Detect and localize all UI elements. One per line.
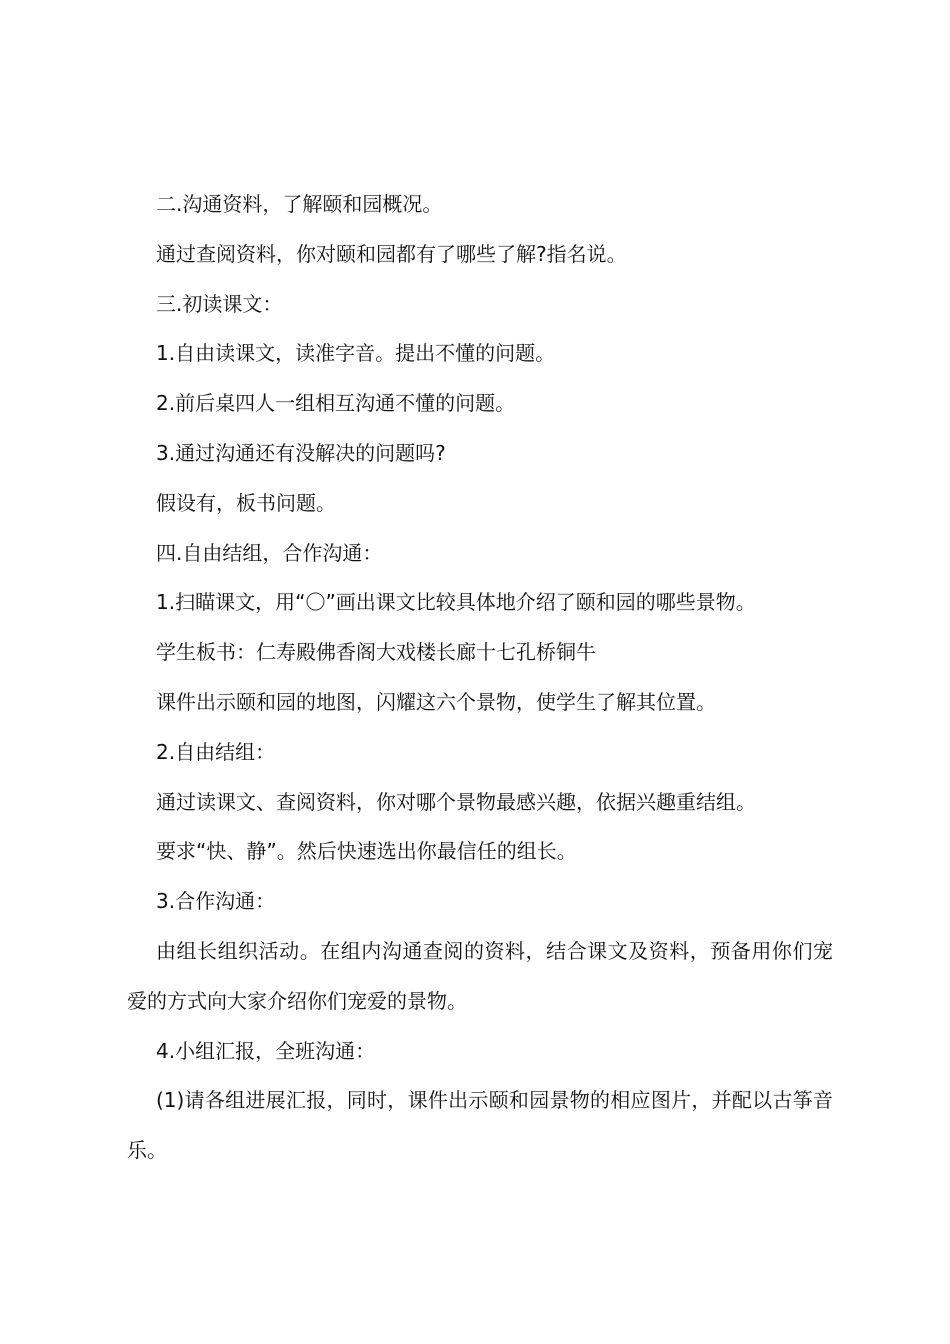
- paragraph: 通过查阅资料，你对颐和园都有了哪些了解?指名说。: [156, 241, 627, 266]
- paragraph: 要求“快、静”。然后快速选出你最信任的组长。: [156, 839, 577, 864]
- paragraph: 由组长组织活动。在组内沟通查阅的资料，结合课文及资料，预备用你们宠爱的方式向大家介绍你们宠爱的景物。: [127, 938, 833, 1013]
- paragraph: 4.小组汇报，全班沟通：: [156, 1038, 376, 1063]
- paragraph: 3.通过沟通还有没解决的问题吗?: [156, 440, 446, 465]
- paragraph: 假设有，板书问题。: [156, 490, 336, 515]
- paragraph: 通过读课文、查阅资料，你对哪个景物最感兴趣，依据兴趣重结组。: [156, 789, 756, 814]
- paragraph-section-2-heading: 二.沟通资料，了解颐和园概况。: [156, 192, 443, 216]
- paragraph: (1)请各组进展汇报，同时，课件出示颐和园景物的相应图片，并配以古筝音乐。: [127, 1088, 833, 1163]
- paragraph: 课件出示颐和园的地图，闪耀这六个景物，使学生了解其位置。: [156, 689, 716, 714]
- paragraph: 2.前后桌四人一组相互沟通不懂的问题。: [156, 391, 516, 416]
- paragraph: 1.自由读课文，读准字音。提出不懂的问题。: [156, 341, 556, 366]
- document-body: [127, 180, 833, 1176]
- paragraph: 学生板书：仁寿殿佛香阁大戏楼长廊十七孔桥铜牛: [156, 640, 596, 665]
- paragraph-section-4-heading: 四.自由结组，合作沟通：: [156, 540, 383, 565]
- paragraph: 2.自由结组：: [156, 739, 276, 764]
- paragraph: 1.扫瞄课文，用“〇”画出课文比较具体地介绍了颐和园的哪些景物。: [156, 590, 756, 615]
- paragraph-section-3-heading: 三.初读课文：: [156, 291, 283, 316]
- paragraph: 3.合作沟通：: [156, 889, 276, 914]
